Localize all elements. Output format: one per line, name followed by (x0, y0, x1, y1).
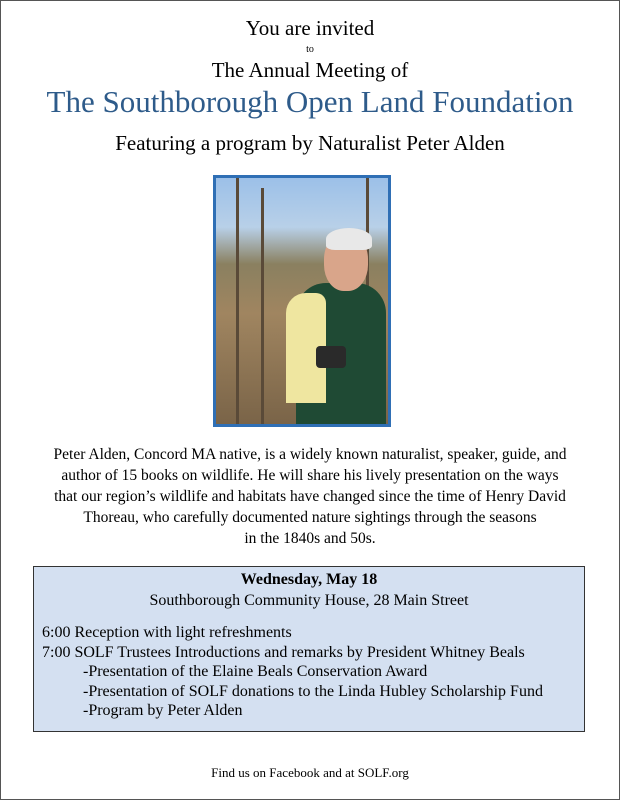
schedule-item: 6:00 Reception with light refreshments (42, 624, 292, 641)
schedule-subitem: -Program by Peter Alden (83, 702, 243, 719)
invite-line: You are invited (245, 16, 375, 40)
binoculars (316, 346, 346, 368)
description-line: Thoreau, who carefully documented nature sightings through the seasons (83, 509, 537, 526)
organization-title: The Southborough Open Land Foundation (46, 84, 574, 119)
schedule (42, 623, 543, 721)
featuring-line: Featuring a program by Naturalist Peter Alden (115, 131, 505, 155)
footer-text: Find us on Facebook and at SOLF.org (211, 765, 409, 780)
meeting-line: The Annual Meeting of (211, 58, 409, 82)
description-line: in the 1840s and 50s. (244, 530, 376, 547)
event-date: Wednesday, May 18 (240, 571, 378, 588)
event-details-box (33, 566, 585, 732)
to-line: to (306, 44, 314, 55)
speaker-description (20, 444, 600, 549)
event-venue: Southborough Community House, 28 Main Street (149, 592, 469, 609)
speaker-photo (213, 175, 391, 427)
schedule-subitem: -Presentation of SOLF donations to the Linda Hubley Scholarship Fund (83, 682, 543, 700)
description-line: Peter Alden, Concord MA native, is a widely known naturalist, speaker, guide, and (53, 446, 567, 463)
description-line: that our region’s wildlife and habitats have changed since the time of Henry David (54, 488, 566, 505)
schedule-subitem: -Presentation of the Elaine Beals Conservation Award (83, 663, 428, 680)
description-line: author of 15 books on wildlife. He will share his lively presentation on the ways (61, 467, 559, 484)
schedule-item: 7:00 SOLF Trustees Introductions and remarks by President Whitney Beals (42, 643, 525, 661)
